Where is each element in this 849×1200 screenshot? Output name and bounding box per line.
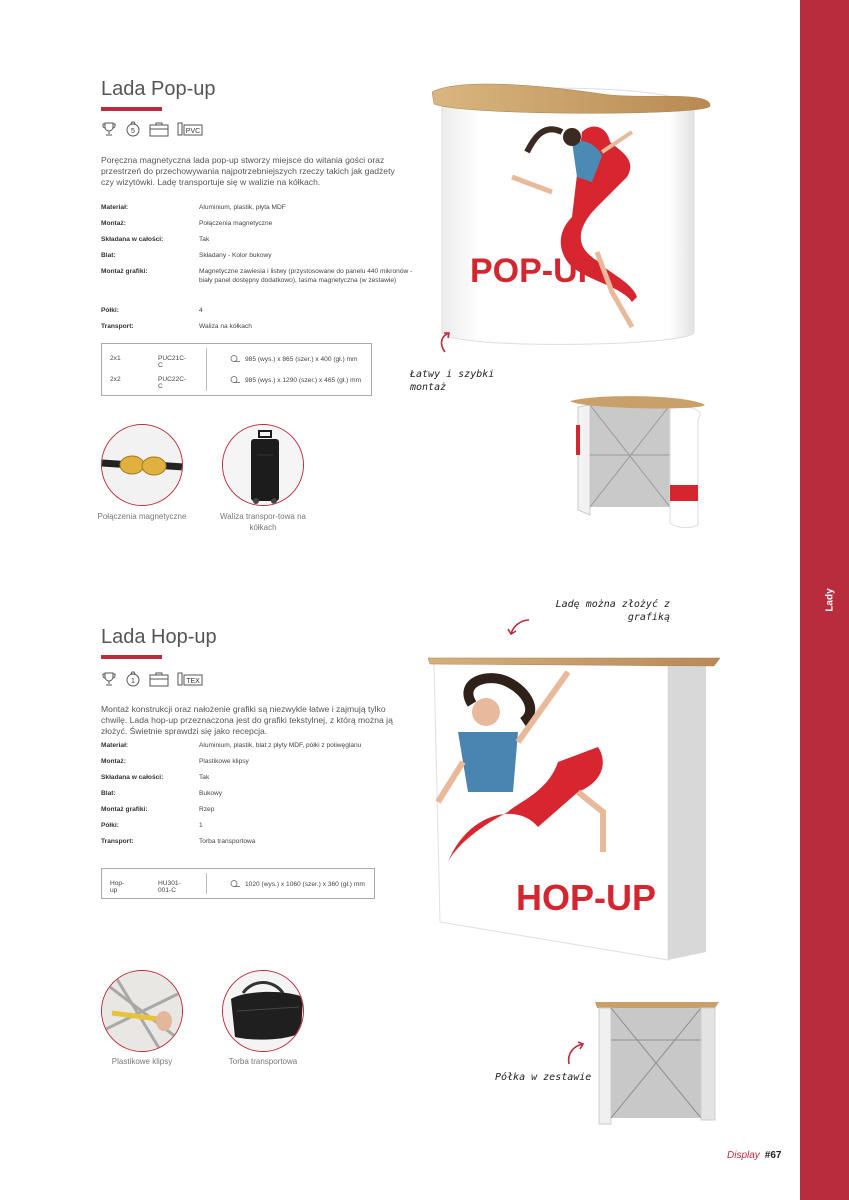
page-footer	[727, 1150, 781, 1161]
spec-key: Półki:	[101, 822, 119, 829]
spec-key: Blat:	[101, 790, 116, 797]
sku-model: 2x1	[110, 355, 121, 362]
spec-value: Składany - Kolor bukowy	[199, 252, 272, 259]
briefcase-icon	[149, 671, 169, 687]
spec-value: Rzep	[199, 806, 215, 813]
wheeled-case-caption: Waliza transpor-towa na kółkach	[220, 512, 306, 532]
hopup-title-underline	[101, 655, 162, 659]
weight-badge-icon	[125, 121, 141, 137]
spec-value: Tak	[199, 236, 210, 243]
hopup-graphic-text: HOP-UP	[516, 877, 657, 918]
curved-arrow-icon	[505, 616, 531, 638]
spec-value: Magnetyczne zawiesia i listwy (przystosowane do panelu 440 mikronów - biały panel dostępny dodatkowo), taśma magnetyczna (w zestawie)	[199, 268, 413, 284]
hopup-frame-photo	[595, 998, 723, 1128]
spec-key: Transport:	[101, 323, 134, 330]
spec-value: Waliza na kółkach	[199, 323, 252, 330]
spec-key: Transport:	[101, 838, 134, 845]
sku-code: PUC22C-C	[158, 376, 187, 390]
trophy-icon	[101, 121, 117, 137]
sku-dims: 1020 (wys.) x 1060 (szer.) x 360 (gł.) mm	[245, 881, 365, 888]
svg-text:1: 1	[131, 678, 135, 685]
spec-value: Aluminium, plastik, blat z płyty MDF, półki z poliwęglanu	[199, 742, 362, 749]
spec-value: 4	[199, 307, 203, 314]
sku-dims: 985 (wys.) x 865 (szer.) x 400 (gł.) mm	[245, 356, 358, 363]
curved-arrow-icon	[565, 1040, 587, 1066]
easy-assembly-note: Łatwy i szybki montaż	[410, 369, 495, 393]
popup-spec-table	[101, 204, 431, 334]
foldable-with-graphic-note: Ladę można złożyć z grafiką	[555, 599, 670, 623]
popup-sku-table	[101, 343, 372, 396]
sku-code: PUC21C-C	[158, 355, 187, 369]
sku-divider	[206, 348, 207, 391]
sku-model: 2x2	[110, 376, 121, 383]
hopup-spec-table	[101, 742, 431, 852]
spec-key: Montaż:	[101, 758, 126, 765]
spec-key: Montaż:	[101, 220, 126, 227]
spec-key: Materiał:	[101, 204, 129, 211]
spec-key: Półki:	[101, 307, 119, 314]
popup-feature-icons	[101, 120, 203, 138]
pvc-material-icon	[177, 121, 203, 137]
spec-key: Składana w całości:	[101, 774, 164, 781]
tex-material-icon	[177, 671, 203, 687]
popup-title: Lada Pop-up	[101, 78, 216, 100]
weight-badge-icon	[125, 671, 141, 687]
spec-key: Składana w całości:	[101, 236, 164, 243]
sku-dims: 985 (wys.) x 1290 (szer.) x 465 (gł.) mm	[245, 377, 362, 384]
sku-dims-cell	[230, 376, 361, 384]
side-tab-label: Lady	[824, 588, 836, 612]
popup-frame-photo	[570, 395, 705, 530]
spec-key: Montaż grafiki:	[101, 268, 148, 275]
page-number: #67	[764, 1150, 782, 1161]
spec-value: 1	[199, 822, 203, 829]
briefcase-icon	[149, 121, 169, 137]
shelf-included-note: Półka w zestawie	[495, 1072, 592, 1083]
sku-model: Hop-up	[110, 880, 125, 894]
spec-value: Połączenia magnetyczne	[199, 220, 273, 227]
plastic-clips-caption: Plastikowe klipsy	[111, 1057, 173, 1066]
spec-value: Plastikowe klipsy	[199, 758, 249, 765]
trophy-icon	[101, 671, 117, 687]
tape-measure-icon	[230, 376, 240, 383]
tape-measure-icon	[230, 880, 240, 887]
popup-counter-photo	[432, 82, 712, 352]
svg-text:5: 5	[131, 128, 135, 135]
spec-key: Materiał:	[101, 742, 129, 749]
hopup-description: Montaż konstrukcji oraz nałożenie grafiki są niezwykle łatwe i zajmują tylko chwilę. Lada hop-up przeznaczona jest do grafiki tekstylnej, z którą można ją złożyć. Świetnie sprawdzi się jako recepcja.	[101, 704, 393, 736]
hopup-title: Lada Hop-up	[101, 626, 217, 648]
sku-dims-cell	[230, 880, 365, 888]
hopup-feature-icons	[101, 670, 203, 688]
spec-value: Tak	[199, 774, 210, 781]
tape-measure-icon	[230, 355, 240, 362]
transport-bag-photo	[222, 970, 304, 1052]
popup-description: Poręczna magnetyczna lada pop-up stworzy miejsce do witania gości oraz przestrzeń do przechowywania najpotrzebniejszych rzeczy takich jak gadżety czy wizytówki. Ladę transportuje się w walizie na kółkach.	[101, 155, 395, 187]
sku-dims-cell	[230, 355, 358, 363]
curved-arrow-icon	[435, 330, 457, 354]
spec-key: Montaż grafiki:	[101, 806, 148, 813]
magnetic-connectors-photo	[101, 424, 183, 506]
plastic-clips-photo	[101, 970, 183, 1052]
spec-value: Aluminium, plastik, płyta MDF	[199, 204, 286, 211]
svg-text:PVC: PVC	[185, 128, 201, 135]
spec-value: Torba transportowa	[199, 838, 256, 845]
magnetic-connectors-caption: Połączenia magnetyczne	[97, 512, 187, 521]
hopup-sku-table	[101, 868, 375, 899]
popup-graphic-text: POP-UP	[470, 252, 601, 290]
footer-section: Display	[727, 1150, 760, 1161]
sku-divider	[206, 873, 207, 894]
popup-title-underline	[101, 107, 162, 111]
spec-value: Bukowy	[199, 790, 223, 797]
transport-bag-caption: Torba transportowa	[228, 1057, 298, 1066]
spec-key: Blat:	[101, 252, 116, 259]
wheeled-case-photo	[222, 424, 304, 506]
hopup-counter-photo	[428, 652, 722, 964]
svg-text:TEX: TEX	[186, 678, 200, 685]
sku-code: HU301-001-C	[158, 880, 181, 894]
